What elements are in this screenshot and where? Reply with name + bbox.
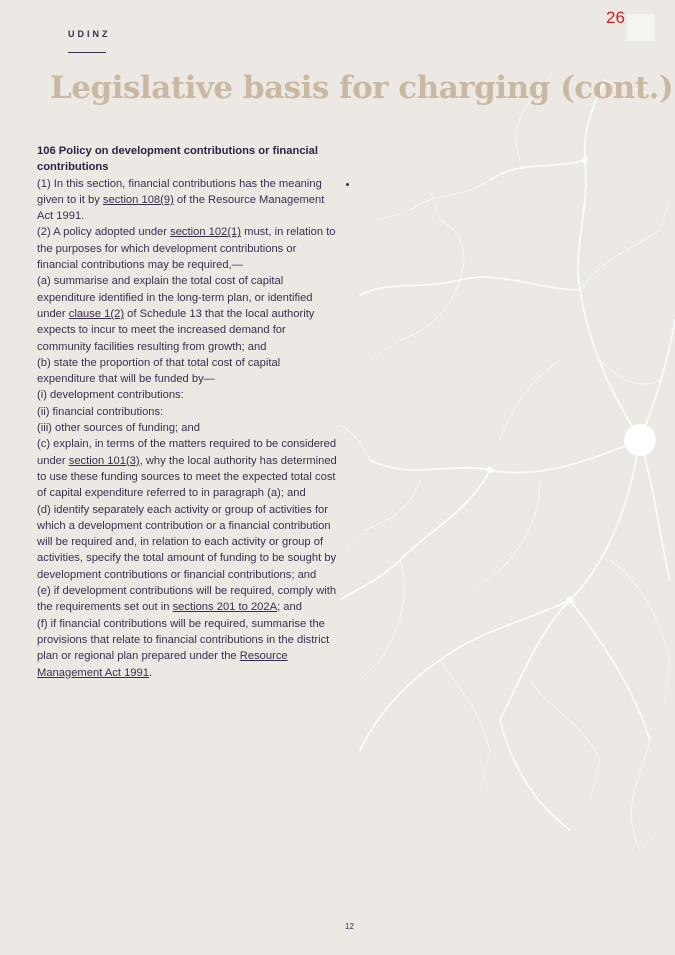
paragraph-b-iii: (iii) other sources of funding; and <box>37 422 200 435</box>
paragraph-text: (1) In this section, financial contributions has the meaning given to it by <box>37 177 322 206</box>
link-clause-1-2[interactable]: clause 1(2) <box>68 307 125 320</box>
paragraph-text: . <box>148 666 153 679</box>
link-section-102-1[interactable]: section 102(1) <box>170 226 242 239</box>
link-section-101-3[interactable]: section 101(3) <box>68 454 140 467</box>
paragraph-b-i: (i) development contributions: <box>37 389 184 402</box>
link-section-108-9[interactable]: section 108(9) <box>102 193 174 206</box>
paragraph-c <box>37 436 337 501</box>
page-number: 12 <box>345 922 354 931</box>
paragraph-text: (2) A policy adopted under <box>37 226 171 239</box>
section-heading: 106 Policy on development contributions or financial contributions <box>37 145 318 174</box>
decorative-dot <box>346 183 349 186</box>
paragraph-b: (b) state the proportion of that total cost of capital expenditure that will be funded by— <box>37 356 281 386</box>
paragraph-text: (a) summarise and explain the total cost of capital expenditure identified in the long-term plan, or identified under <box>37 275 313 320</box>
paragraph-text: (c) explain, in terms of the matters required to be considered under <box>37 438 337 467</box>
paragraph-text: of Schedule 13 that the local authority expects to incur to meet the increased demand for community facilities resulting from growth; and <box>37 307 315 353</box>
paragraph-e <box>37 583 337 616</box>
link-resource-management-act[interactable]: Resource Management Act 1991 <box>37 650 288 679</box>
org-name: UDINZ <box>68 29 111 39</box>
paragraph-text: of the Resource Management Act 1991. <box>37 193 325 223</box>
paragraph-text: must, in relation to the purposes for which development contributions or financial contributions may be required,— <box>37 226 336 272</box>
paragraph-b-ii: (ii) financial contributions: <box>37 405 164 418</box>
network-illustration <box>340 60 675 860</box>
page-badge-box <box>627 14 655 41</box>
paragraph-text: (e) if development contributions will be required, comply with the requirements set out in <box>37 585 337 614</box>
paragraph-text: , why the local authority has determined to use these funding sources to meet the expected total cost of capital expenditure referred to in paragraph (a); and <box>37 454 337 500</box>
page-badge-number: 26 <box>606 8 625 27</box>
paragraph-text: ; and <box>277 601 302 614</box>
section-body <box>37 143 337 681</box>
paragraph-a <box>37 273 337 354</box>
paragraph-d: (d) identify separately each activity or group of activities for which a development contribution or a financial contribution will be required and, in relation to each activity or group of activities, specify the total amount of funding to be sought by development contributions or financial contributions; and <box>37 503 337 581</box>
paragraph-1 <box>37 176 337 225</box>
paragraph-f <box>37 616 337 681</box>
paragraph-text: (f) if financial contributions will be required, summarise the provisions that relate to financial contributions in the district plan or regional plan prepared under the <box>37 617 330 663</box>
header-divider <box>68 52 106 53</box>
page-title: Legislative basis for charging (cont.) <box>50 70 674 106</box>
link-sections-201-202a[interactable]: sections 201 to 202A <box>172 601 278 614</box>
paragraph-2 <box>37 224 337 273</box>
